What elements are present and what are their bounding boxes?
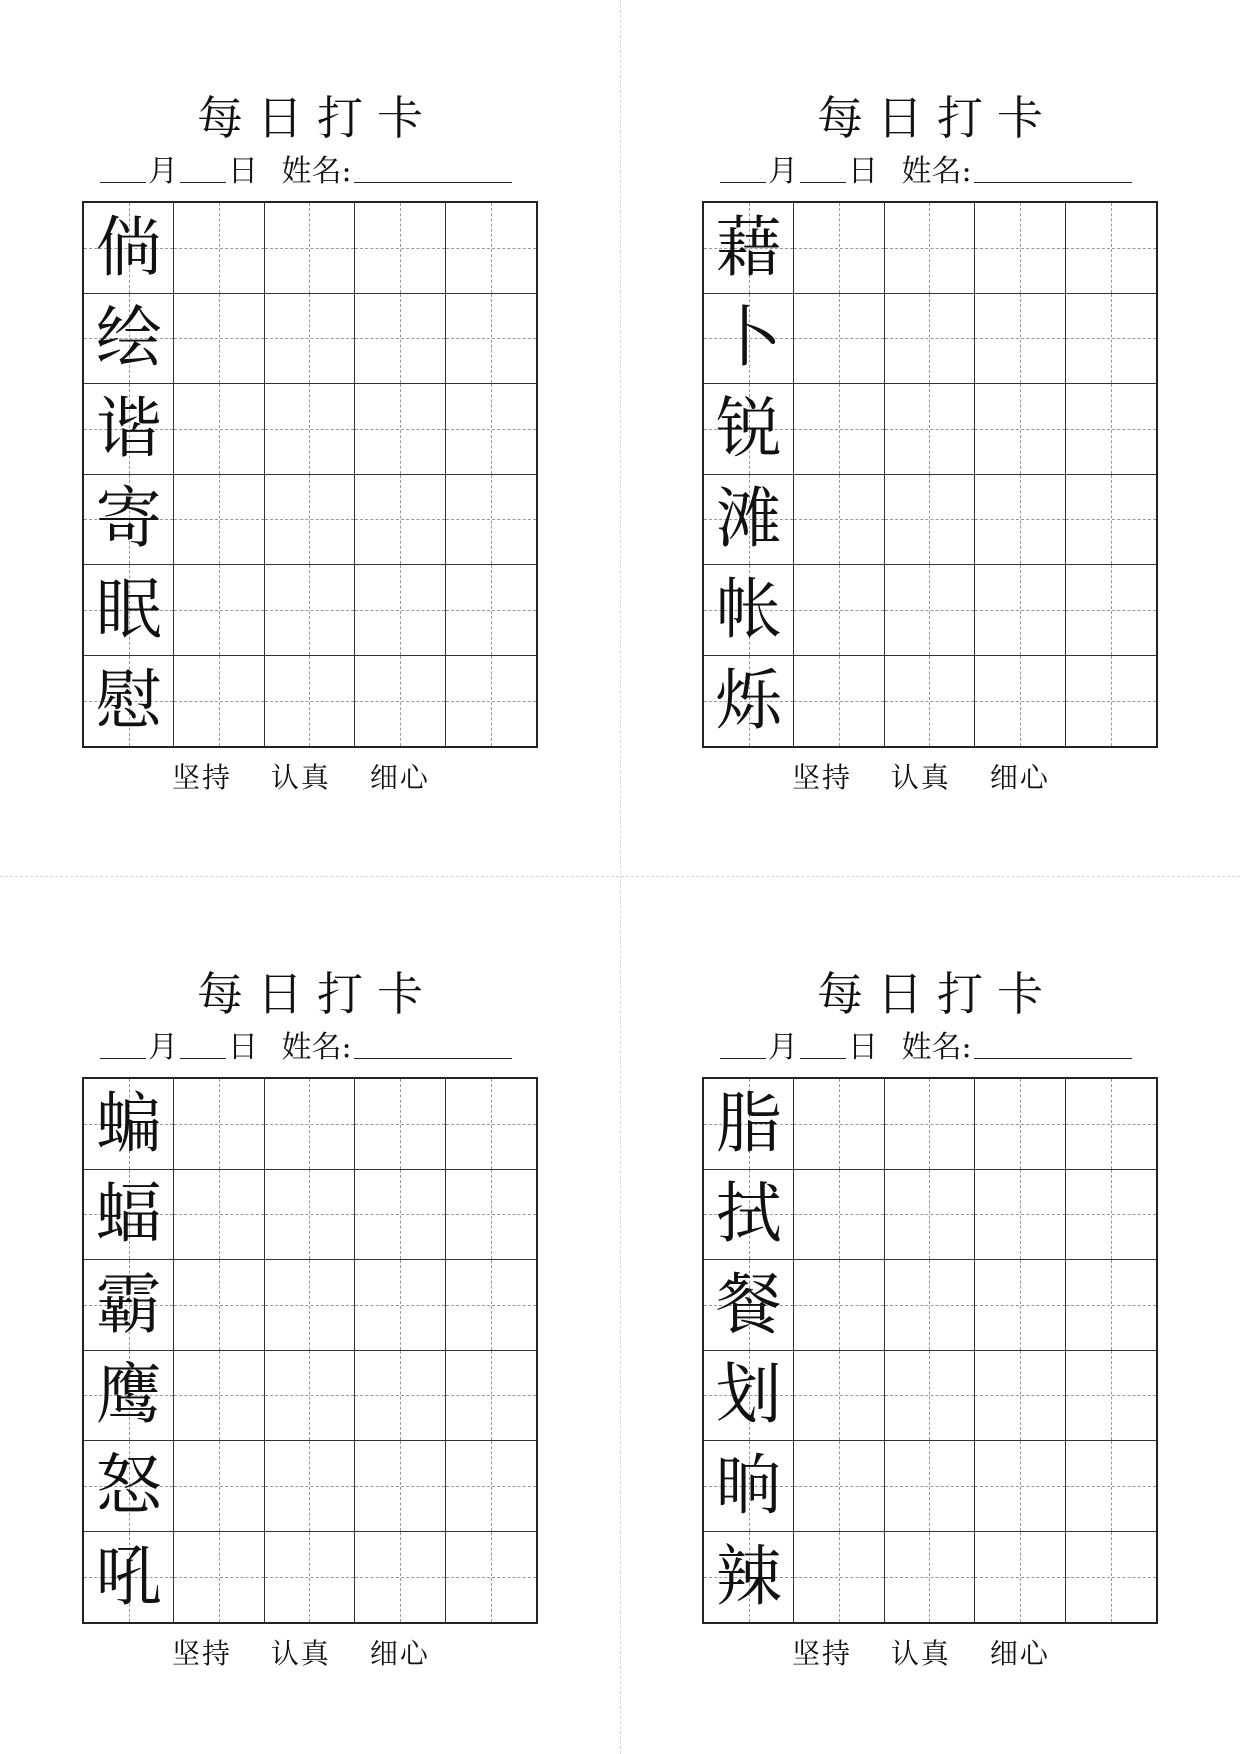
practice-cell[interactable] [1066,1170,1156,1261]
motto-footer [792,758,1078,798]
motto-persist: 坚持 [792,761,853,794]
month-blank[interactable] [720,152,766,183]
model-character-cell [704,384,794,475]
practice-cell[interactable] [975,1441,1065,1532]
practice-cell[interactable] [174,1260,264,1351]
practice-cell[interactable] [794,1441,884,1532]
practice-cell[interactable] [1066,565,1156,656]
model-character: 烁 [715,661,782,739]
month-label: 月 [768,154,798,189]
practice-cell[interactable] [174,475,264,566]
practice-cell[interactable] [174,1079,264,1170]
name-label: 姓名: [901,1030,972,1065]
model-character-cell [704,1351,794,1442]
date-name-line [98,1026,514,1068]
model-character-cell [84,1351,174,1442]
practice-cell[interactable] [355,294,445,385]
practice-cell[interactable] [975,384,1065,475]
model-character: 慰 [95,661,162,739]
practice-cell[interactable] [355,1170,445,1261]
date-name-line [718,1026,1134,1068]
practice-cell[interactable] [885,294,975,385]
practice-cell[interactable] [174,656,264,747]
practice-cell[interactable] [355,1260,445,1351]
card-title: 每日打卡 [197,967,437,1021]
model-character-cell [84,565,174,656]
month-label: 月 [768,1030,798,1065]
practice-cell[interactable] [355,656,445,747]
name-blank[interactable] [354,152,512,183]
practice-cell[interactable] [446,1170,536,1261]
date-name-line [718,150,1134,192]
practice-cell[interactable] [885,565,975,656]
practice-cell[interactable] [1066,203,1156,294]
motto-footer [792,1634,1078,1674]
model-character-cell [84,1170,174,1261]
practice-cell[interactable] [975,1260,1065,1351]
practice-cell[interactable] [265,1260,355,1351]
model-character-cell [84,1532,174,1623]
card-title: 每日打卡 [817,91,1057,145]
date-name-line [98,150,514,192]
practice-cell[interactable] [1066,475,1156,566]
name-label: 姓名: [281,1030,352,1065]
practice-cell[interactable] [174,384,264,475]
day-label: 日 [228,1030,258,1065]
practice-cell[interactable] [885,384,975,475]
practice-cell[interactable] [975,565,1065,656]
model-character: 蝠 [95,1175,162,1253]
practice-cell[interactable] [794,294,884,385]
practice-cell[interactable] [1066,1441,1156,1532]
name-blank[interactable] [974,152,1132,183]
practice-cell[interactable] [975,475,1065,566]
practice-cell[interactable] [794,203,884,294]
practice-cell[interactable] [174,203,264,294]
practice-cell[interactable] [174,565,264,656]
motto-careful: 认真 [890,1637,951,1670]
model-character: 霸 [95,1265,162,1343]
motto-meticulous: 细心 [989,761,1050,794]
month-label: 月 [148,154,178,189]
motto-careful: 认真 [270,1637,331,1670]
model-character: 寄 [95,480,162,558]
model-character-cell [84,656,174,747]
model-character: 晌 [715,1446,782,1524]
name-blank[interactable] [354,1028,512,1059]
practice-cell[interactable] [885,1079,975,1170]
practice-cell[interactable] [975,656,1065,747]
motto-footer [172,758,458,798]
model-character-cell [84,203,174,294]
month-blank[interactable] [100,152,146,183]
writing-grid [702,1077,1158,1624]
day-blank[interactable] [180,152,226,183]
model-character: 餐 [715,1265,782,1343]
name-blank[interactable] [974,1028,1132,1059]
practice-cell[interactable] [794,1170,884,1261]
motto-persist: 坚持 [172,1637,233,1670]
practice-cell[interactable] [1066,1351,1156,1442]
model-character-cell [84,384,174,475]
practice-cell[interactable] [1066,656,1156,747]
practice-cell[interactable] [174,1532,264,1623]
practice-cell[interactable] [355,1532,445,1623]
practice-cell[interactable] [265,1441,355,1532]
practice-cell[interactable] [794,656,884,747]
practice-cell[interactable] [174,1351,264,1442]
practice-cell[interactable] [885,1260,975,1351]
practice-cell[interactable] [885,1351,975,1442]
practice-cell[interactable] [446,1079,536,1170]
model-character-cell [704,475,794,566]
practice-cell[interactable] [174,1441,264,1532]
model-character: 吼 [95,1537,162,1615]
writing-grid [82,201,538,748]
practice-cell[interactable] [1066,1532,1156,1623]
model-character-cell [704,1079,794,1170]
practice-cell[interactable] [794,565,884,656]
practice-cell[interactable] [446,294,536,385]
practice-cell[interactable] [174,1170,264,1261]
month-blank[interactable] [720,1028,766,1059]
writing-grid [702,201,1158,748]
writing-grid [82,1077,538,1624]
motto-meticulous: 细心 [989,1637,1050,1670]
practice-cell[interactable] [355,1351,445,1442]
practice-cell[interactable] [265,475,355,566]
month-blank[interactable] [100,1028,146,1059]
practice-cell[interactable] [265,656,355,747]
month-label: 月 [148,1030,178,1065]
motto-persist: 坚持 [792,1637,853,1670]
model-character: 滩 [715,480,782,558]
model-character: 辣 [715,1537,782,1615]
practice-cell[interactable] [446,475,536,566]
practice-cell[interactable] [975,1079,1065,1170]
model-character: 藉 [715,208,782,286]
practice-cell[interactable] [794,1351,884,1442]
practice-card-top-right [620,0,1240,877]
practice-cell[interactable] [794,1079,884,1170]
practice-cell[interactable] [885,1170,975,1261]
day-label: 日 [228,154,258,189]
practice-cell[interactable] [794,384,884,475]
practice-cell[interactable] [265,1532,355,1623]
day-blank[interactable] [180,1028,226,1059]
model-character-cell [84,475,174,566]
practice-cell[interactable] [446,203,536,294]
model-character: 帐 [715,570,782,648]
practice-cell[interactable] [265,203,355,294]
practice-cell[interactable] [794,475,884,566]
model-character-cell [84,1441,174,1532]
practice-cell[interactable] [446,384,536,475]
model-character-cell [704,656,794,747]
motto-meticulous: 细心 [369,1637,430,1670]
model-character: 拭 [715,1175,782,1253]
practice-cell[interactable] [355,1441,445,1532]
practice-cell[interactable] [265,294,355,385]
practice-cell[interactable] [885,656,975,747]
model-character: 鹰 [95,1356,162,1434]
practice-cell[interactable] [975,1170,1065,1261]
motto-careful: 认真 [890,761,951,794]
model-character-cell [704,1260,794,1351]
model-character: 谐 [95,389,162,467]
practice-card-bottom-left [0,876,620,1753]
model-character: 怒 [95,1446,162,1524]
motto-footer [172,1634,458,1674]
model-character-cell [704,203,794,294]
day-blank[interactable] [800,1028,846,1059]
practice-cell[interactable] [885,1532,975,1623]
practice-cell[interactable] [355,384,445,475]
practice-cell[interactable] [975,1532,1065,1623]
practice-cell[interactable] [1066,294,1156,385]
practice-cell[interactable] [355,565,445,656]
card-title: 每日打卡 [817,967,1057,1021]
model-character: 划 [715,1356,782,1434]
day-label: 日 [848,154,878,189]
model-character: 脂 [715,1084,782,1162]
practice-cell[interactable] [174,294,264,385]
practice-cell[interactable] [355,1079,445,1170]
model-character: 蝙 [95,1084,162,1162]
practice-cell[interactable] [265,565,355,656]
day-label: 日 [848,1030,878,1065]
model-character-cell [704,1170,794,1261]
model-character: 卜 [715,299,782,377]
day-blank[interactable] [800,152,846,183]
model-character: 倘 [95,208,162,286]
practice-cell[interactable] [1066,1079,1156,1170]
name-label: 姓名: [901,154,972,189]
practice-cell[interactable] [885,1441,975,1532]
practice-card-bottom-right [620,876,1240,1753]
practice-cell[interactable] [1066,1260,1156,1351]
practice-cell[interactable] [794,1260,884,1351]
practice-cell[interactable] [265,384,355,475]
practice-cell[interactable] [265,1351,355,1442]
motto-careful: 认真 [270,761,331,794]
practice-cell[interactable] [885,475,975,566]
model-character: 锐 [715,389,782,467]
model-character-cell [704,1441,794,1532]
practice-cell[interactable] [446,1441,536,1532]
model-character-cell [704,294,794,385]
practice-cell[interactable] [446,1260,536,1351]
practice-cell[interactable] [975,203,1065,294]
practice-cell[interactable] [446,565,536,656]
card-title: 每日打卡 [197,91,437,145]
practice-cell[interactable] [355,203,445,294]
model-character: 眠 [95,570,162,648]
practice-cell[interactable] [975,294,1065,385]
practice-cell[interactable] [355,475,445,566]
practice-cell[interactable] [794,1532,884,1623]
practice-cell[interactable] [446,1532,536,1623]
practice-card-top-left [0,0,620,877]
model-character-cell [704,1532,794,1623]
model-character-cell [84,1260,174,1351]
practice-cell[interactable] [1066,384,1156,475]
practice-cell[interactable] [265,1079,355,1170]
name-label: 姓名: [281,154,352,189]
practice-cell[interactable] [265,1170,355,1261]
motto-persist: 坚持 [172,761,233,794]
model-character-cell [84,294,174,385]
motto-meticulous: 细心 [369,761,430,794]
practice-cell[interactable] [885,203,975,294]
practice-cell[interactable] [975,1351,1065,1442]
model-character-cell [704,565,794,656]
practice-cell[interactable] [446,1351,536,1442]
model-character: 绘 [95,299,162,377]
practice-cell[interactable] [446,656,536,747]
model-character-cell [84,1079,174,1170]
